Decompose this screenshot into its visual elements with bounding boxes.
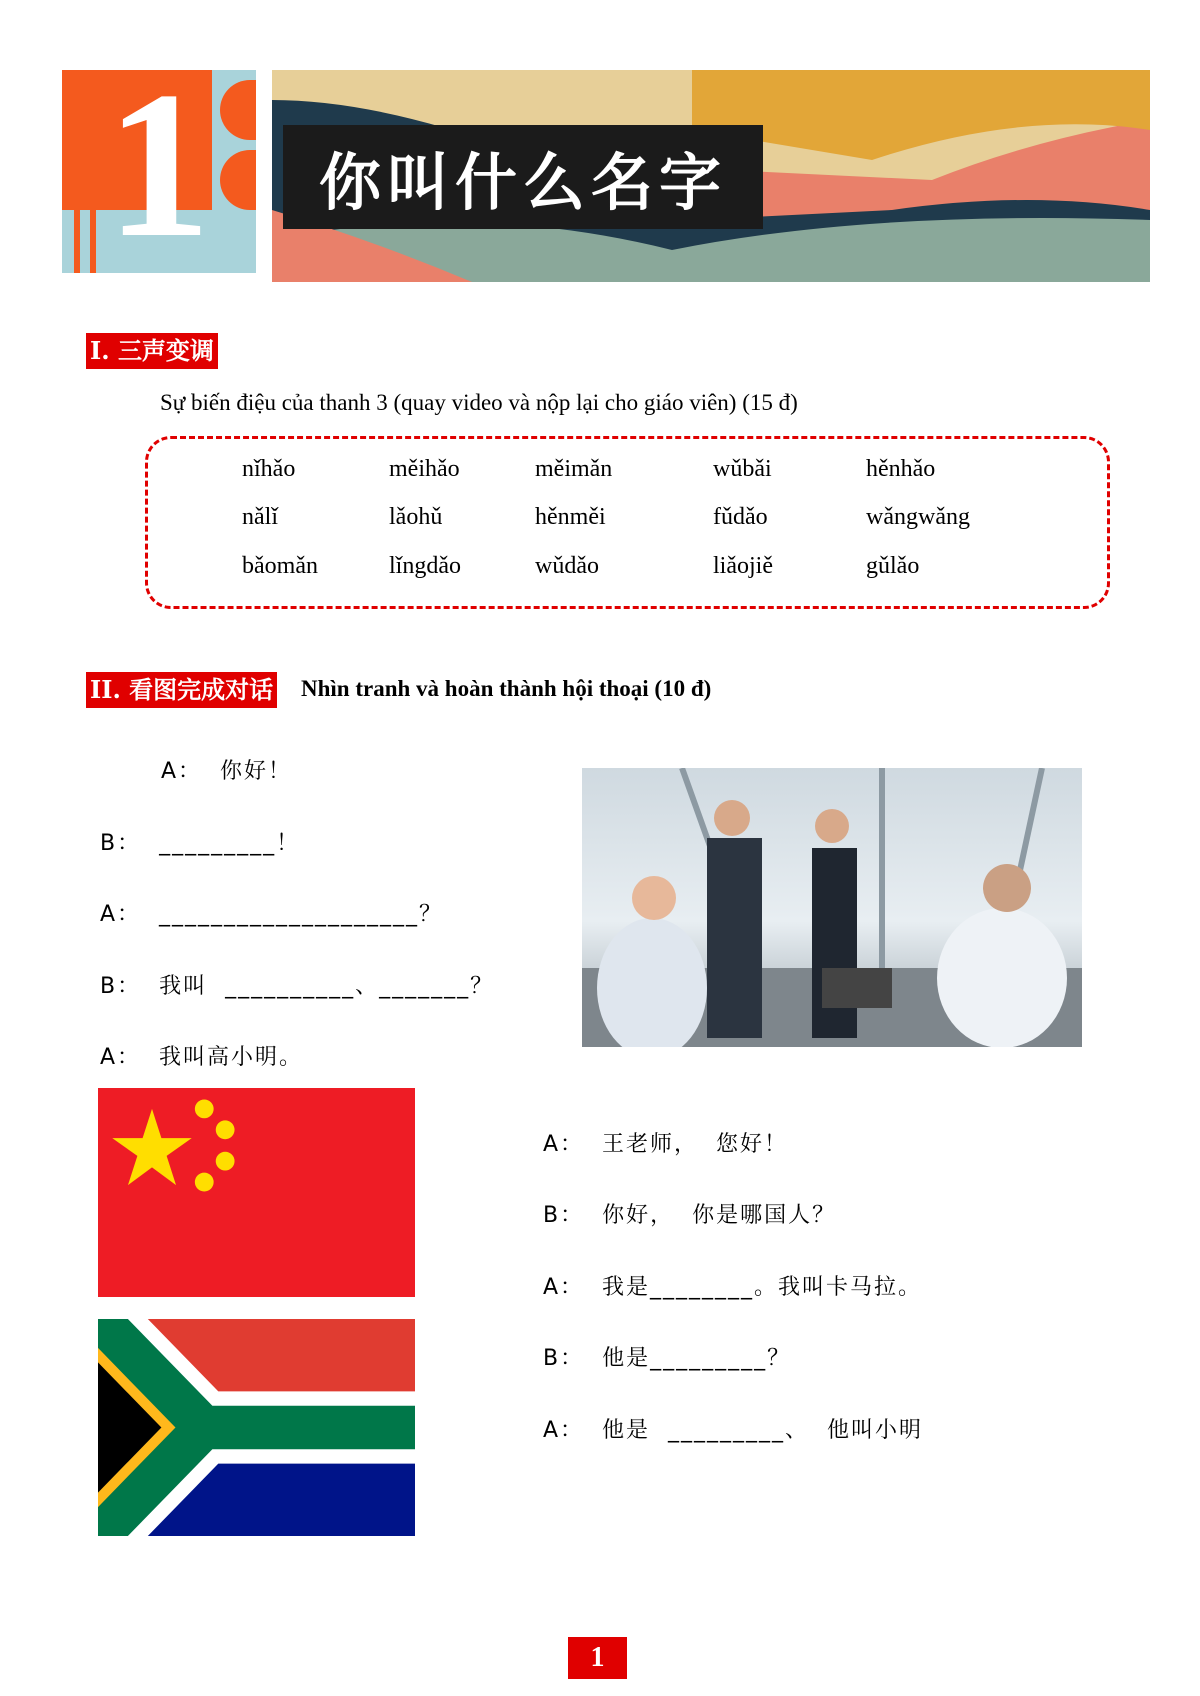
pinyin-word: nǐhǎo [242, 456, 296, 482]
pinyin-word: měimǎn [535, 456, 613, 482]
dialogue-2-line: B： 他是_________？ [543, 1346, 792, 1371]
page-number: 1 [568, 1637, 627, 1679]
pinyin-word: liǎojiě [713, 553, 773, 579]
south-africa-flag [98, 1319, 415, 1536]
dialogue-2-line: B： 你好， 你是哪国人？ [543, 1203, 837, 1228]
dialogue-1-line: B： _________！ [100, 831, 301, 856]
lesson-number-graphic [62, 70, 256, 273]
dialogue-1-line: A： 你好！ [161, 759, 293, 784]
pinyin-word: wǎngwǎng [866, 504, 970, 530]
pinyin-word: wǔdǎo [535, 553, 599, 579]
pinyin-word: bǎomǎn [242, 553, 318, 579]
pinyin-word: fǔdǎo [713, 504, 768, 530]
lesson-title: 你叫什么名字 [283, 125, 763, 229]
business-handshake-photo [582, 768, 1082, 1047]
section-2-instruction: Nhìn tranh và hoàn thành hội thoại (10 đ) [301, 676, 712, 701]
dialogue-1-line: A： ____________________？ [100, 902, 444, 927]
pinyin-word: gǔlǎo [866, 553, 920, 579]
lesson-number: 1 [106, 70, 211, 273]
pinyin-word: lǎohǔ [389, 504, 443, 530]
pinyin-word: hěnměi [535, 504, 606, 530]
dialogue-1-line: A： 我叫高小明。 [100, 1045, 304, 1070]
pinyin-word: wǔbǎi [713, 456, 772, 482]
dialogue-2-line: A： 他是 _________、 他叫小明 [543, 1418, 924, 1443]
china-flag [98, 1088, 415, 1297]
dialogue-2-line: A： 我是________。我叫卡马拉。 [543, 1275, 923, 1300]
pinyin-word: nǎlǐ [242, 504, 278, 530]
pinyin-word: měihǎo [389, 456, 460, 482]
dialogue-2-line: A： 王老师， 您好！ [543, 1132, 789, 1157]
section-1-instruction: Sự biến điệu của thanh 3 (quay video và nộp lại cho giáo viên) (15 đ) [160, 390, 798, 415]
dialogue-1-line: B： 我叫 __________、_______？ [100, 974, 495, 999]
pinyin-word: lǐngdǎo [389, 553, 461, 579]
section-2-label: II. 看图完成对话 [86, 672, 277, 708]
section-1-label: I. 三声变调 [86, 333, 218, 369]
pinyin-word: hěnhǎo [866, 456, 936, 482]
